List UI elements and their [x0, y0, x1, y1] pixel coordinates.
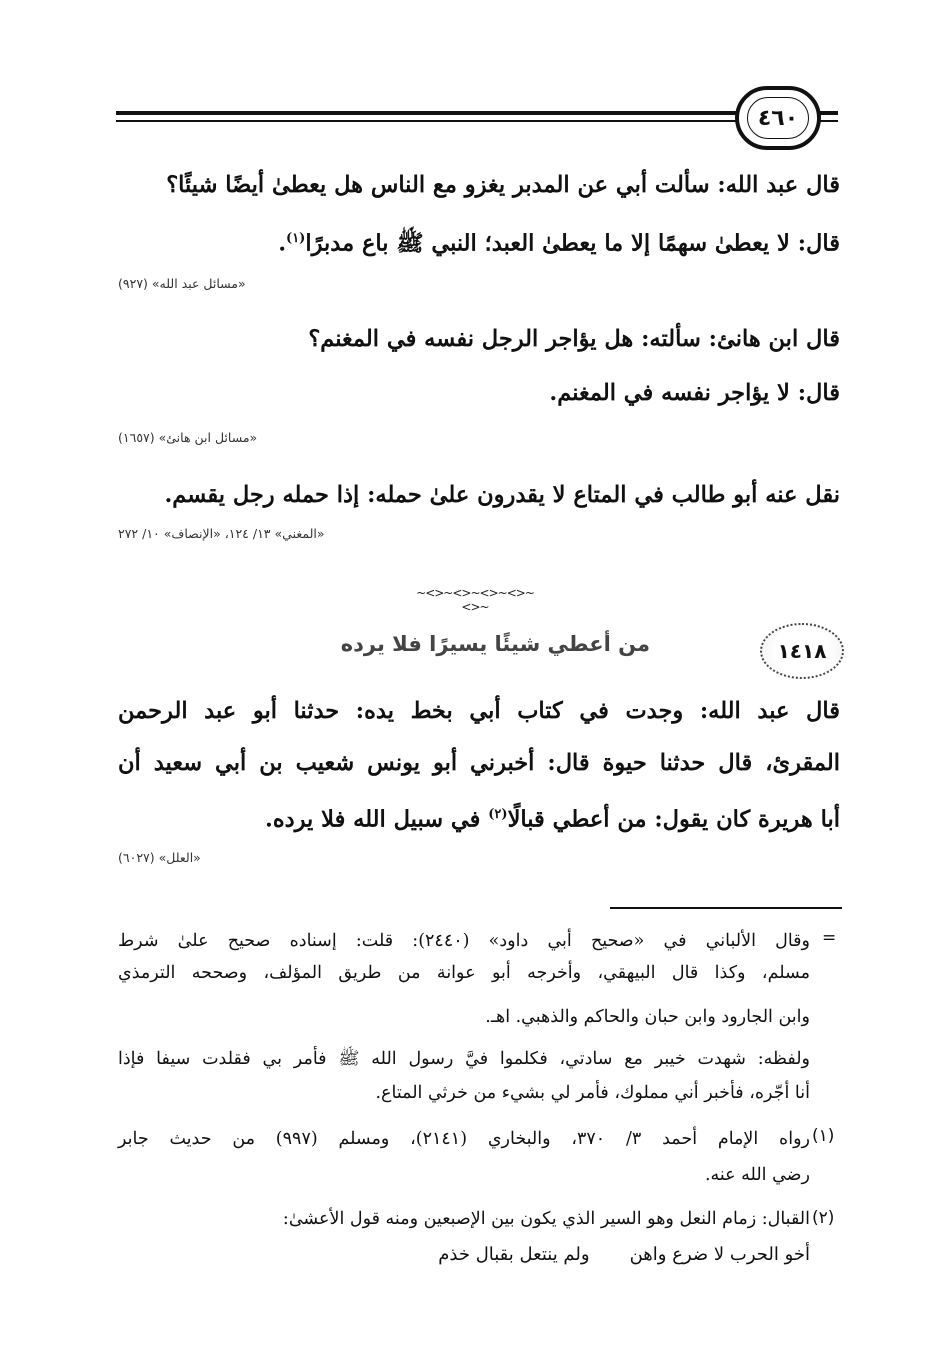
answer-text: لا يعطىٰ سهمًا إلا ما يعطىٰ العبد؛ النبي ﷺ باع مدبرًا [305, 230, 798, 257]
header-rule [116, 111, 748, 115]
section-line-2: المقرئ، قال حدثنا حيوة قال: أخبرني أبو يونس شعيب بن أبي سعيد أن [118, 750, 840, 776]
footnote-2-verse [438, 1240, 810, 1270]
footnote-ref-1: (١) [286, 231, 306, 246]
entry-2-source [118, 430, 840, 445]
footnote-cont-line-3: وابن الجارود وابن حبان والحاكم والذهبي. اهـ. [485, 1007, 810, 1027]
answer-label: قال: [797, 230, 840, 257]
footnote-cont-line-4: ولفظه: شهدت خيبر مع سادتي، فكلموا فيَّ رسول الله ﷺ فأمر بي فقلدت سيفا فإذا [118, 1049, 810, 1069]
footnote-cont-line-5: أنا أجّره، فأخبر أني مملوك، فأمر لي بشيء من خرثي المتاع. [375, 1083, 810, 1103]
header-rule-thin [116, 120, 748, 122]
source-citation: «المغني» ١٣/ ١٢٤، «الإنصاف» ١٠/ ٢٧٢ [118, 526, 325, 541]
footnote-cont-line-1: وقال الألباني في «صحيح أبي داود» (٢٤٤٠): قلت: إسناده صحيح علىٰ شرط [118, 931, 810, 951]
section-title: من أعطي شيئًا يسيرًا فلا يرده [340, 632, 650, 656]
footnote-2-marker: (٢) [812, 1208, 835, 1228]
footnote-cont-line-2: مسلم، وكذا قال البيهقي، وأخرجه أبو عوانة من طريق المؤلف، وصححه الترمذي [118, 963, 810, 983]
verse-second-hemistich: ولم ينتعل بقبال خذم [438, 1244, 590, 1265]
entry-1-source [118, 276, 840, 291]
section-line-3-start: أبا هريرة كان يقول: من أعطي قبالًا [507, 806, 840, 833]
entry-3-source [118, 526, 840, 541]
source-citation: «مسائل عبد الله» (٩٢٧) [118, 276, 246, 291]
footnote-2-line-1: القبال: زمام النعل وهو السير الذي يكون بين الإصبعين ومنه قول الأعشىٰ: [282, 1209, 810, 1229]
section-line-1: قال عبد الله: وجدت في كتاب أبي بخط يده: حدثنا أبو عبد الرحمن [118, 698, 840, 724]
ornament-divider: ~<>~<>~<>~<>~<>~ [416, 586, 534, 614]
entry-1-question: قال عبد الله: سألت أبي عن المدبر يغزو مع الناس هل يعطىٰ أيضًا شيئًا؟ [166, 172, 840, 198]
entry-3-text: نقل عنه أبو طالب في المتاع لا يقدرون علىٰ حمله: إذا حمله رجل يقسم. [164, 482, 840, 508]
footnote-1-marker: (١) [812, 1126, 835, 1146]
entry-2-answer [549, 376, 840, 410]
footnote-separator [610, 907, 842, 909]
page-number-badge [735, 86, 821, 150]
entry-2-question: قال ابن هانئ: سألته: هل يؤاجر الرجل نفسه في المغنم؟ [308, 326, 840, 352]
answer-label: قال: [797, 380, 840, 406]
source-citation: «مسائل ابن هانئ» (١٦٥٧) [118, 430, 258, 445]
footnote-1-line-1: رواه الإمام أحمد ٣/ ٣٧٠، والبخاري (٢١٤١)، ومسلم (٩٩٧) من حديث جابر [118, 1129, 810, 1149]
section-line-3-end: في سبيل الله فلا يرده. [265, 806, 489, 833]
source-citation: «العلل» (٦٠٢٧) [118, 850, 201, 865]
footnote-1-line-2: رضي الله عنه. [704, 1165, 810, 1185]
verse-first-hemistich: أخو الحرب لا ضرع واهن [629, 1244, 810, 1265]
entry-1-answer [278, 222, 840, 261]
section-line-3 [265, 798, 840, 837]
footnote-continuation-marker: = [822, 928, 837, 948]
answer-end: . [278, 230, 287, 257]
page-number: ٤٦٠ [757, 105, 799, 131]
section-number-badge [760, 623, 844, 679]
section-number: ١٤١٨ [777, 639, 827, 663]
answer-text: لا يؤاجر نفسه في المغنم. [549, 380, 798, 406]
footnote-ref-2: (٢) [488, 807, 508, 822]
section-source [118, 850, 840, 865]
